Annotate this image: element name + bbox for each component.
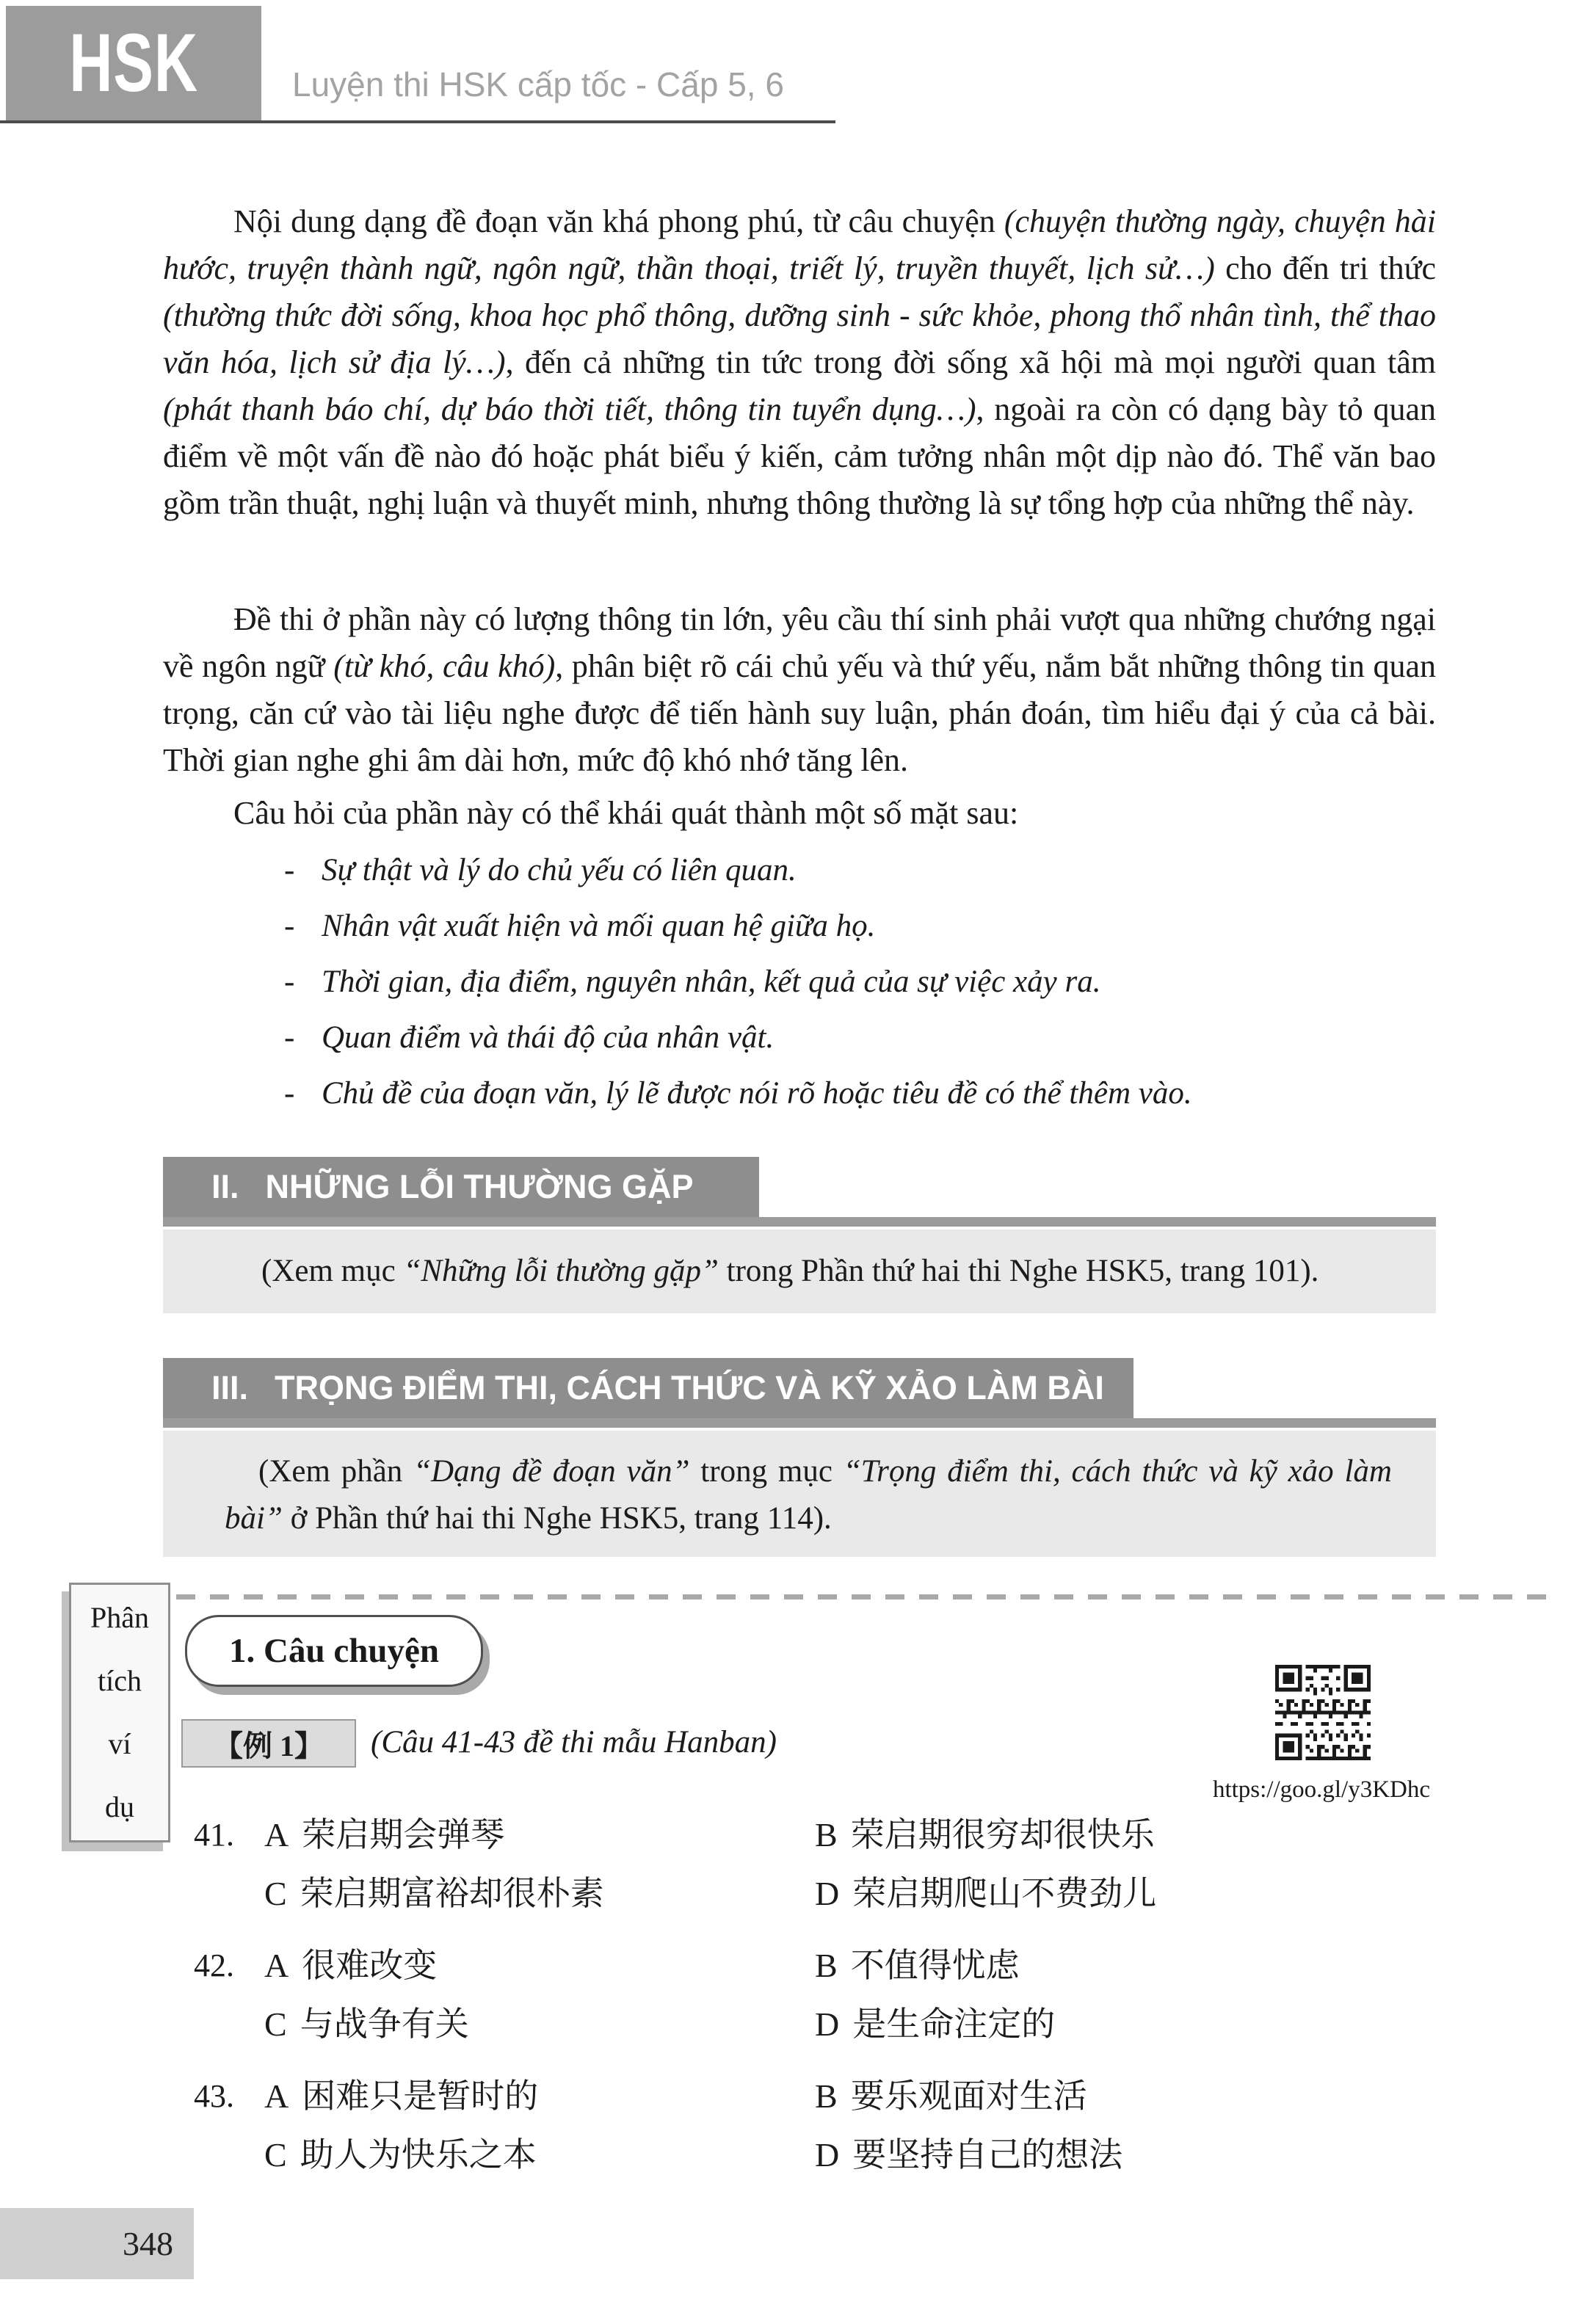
option-D [815, 1864, 1436, 1923]
bullet-text: Nhân vật xuất hiện và mối quan hệ giữa họ. [322, 909, 876, 943]
text-segment: trong mục [689, 1454, 844, 1489]
italic-segment: (thường thức đời sống, khoa học phổ thông, dưỡng sinh - sức khỏe, phong thổ nhân tình, thể thao văn hóa, lịch sử địa lý…) [163, 297, 1436, 380]
text-segment: cho đến tri thức [1214, 250, 1436, 286]
hsk-logo: HSK [69, 16, 198, 109]
section-3-strip [163, 1418, 1436, 1428]
bullet-text: Thời gian, địa điểm, nguyên nhân, kết quả của sự việc xảy ra. [322, 965, 1101, 999]
qr-code [1275, 1665, 1371, 1760]
option-letter: B [815, 1816, 838, 1853]
question-number: 41. [194, 1817, 234, 1853]
section-2-panel [163, 1230, 1436, 1313]
question-41 [194, 1806, 1436, 1923]
option-letter: C [264, 1875, 287, 1912]
section-3-header [163, 1358, 1133, 1418]
option-C [264, 2126, 815, 2185]
text-segment: (Xem mục [261, 1254, 404, 1288]
bullet-item [163, 898, 1436, 954]
header-rule [0, 120, 835, 123]
italic-segment: “Dạng đề đoạn văn” [413, 1454, 690, 1489]
example-1-label: 【例 1】 [181, 1719, 356, 1768]
option-C [264, 1864, 815, 1923]
option-text: 荣启期很穷却很快乐 [850, 1816, 1155, 1853]
option-text: 是生命注定的 [852, 2005, 1056, 2043]
text-segment: , đến cả những tin tức trong đời sống xã hội mà mọi người quan tâm [505, 344, 1436, 380]
italic-segment: “Trọng điểm thi, cách thức và kỹ xảo làm bài” [225, 1454, 1392, 1536]
option-text: 助人为快乐之本 [300, 2136, 537, 2174]
bullet-dash: - [284, 965, 295, 999]
section-3-note [225, 1448, 1392, 1542]
page-number: 348 [123, 2225, 173, 2262]
option-text: 荣启期富裕却很朴素 [300, 1875, 604, 1912]
bullet-list [163, 843, 1436, 1122]
hsk-logo-box [6, 6, 261, 120]
option-B [815, 2067, 1436, 2126]
section-2-note [261, 1248, 1318, 1295]
dashed-separator [176, 1594, 1548, 1599]
bullet-dash: - [284, 1020, 295, 1055]
bullet-item [163, 843, 1436, 898]
question-number: 42. [194, 1947, 234, 1983]
option-B [815, 1936, 1436, 1995]
option-text: 要坚持自己的想法 [852, 2136, 1123, 2174]
option-grid [264, 1936, 1436, 2054]
sidebar-word: Phân [90, 1601, 149, 1634]
section-2-number: II. [211, 1168, 239, 1205]
option-text: 不值得忧虑 [850, 1947, 1020, 1984]
option-letter: C [264, 2005, 287, 2043]
sidebar-word: ví [108, 1727, 131, 1760]
option-letter: A [264, 1947, 289, 1984]
italic-segment: (từ khó, câu khó) [333, 648, 556, 684]
option-C [264, 1995, 815, 2054]
section-3-title: TRỌNG ĐIỂM THI, CÁCH THỨC VÀ KỸ XẢO LÀM BÀI [275, 1369, 1104, 1406]
book-title: Luyện thi HSK cấp tốc - Cấp 5, 6 [292, 65, 784, 104]
section-3-number: III. [211, 1369, 249, 1406]
question-42 [194, 1936, 1436, 2054]
page-number-box [0, 2208, 194, 2279]
sidebar-word: tích [98, 1664, 142, 1697]
option-text: 与战争有关 [300, 2005, 469, 2043]
sidebar-word: dụ [105, 1790, 134, 1823]
question-43 [194, 2067, 1436, 2185]
option-letter: B [815, 2077, 838, 2115]
option-A [264, 1806, 815, 1864]
bullet-text: Quan điểm và thái độ của nhân vật. [322, 1020, 775, 1055]
intro-paragraph-2 [163, 596, 1436, 784]
bullet-text: Chủ đề của đoạn văn, lý lẽ được nói rõ hoặc tiêu đề có thể thêm vào. [322, 1076, 1192, 1111]
bullet-item [163, 1010, 1436, 1066]
italic-segment: (chuyện thường ngày, chuyện hài hước, truyện thành ngữ, ngôn ngữ, thần thoại, triết lý, truyền thuyết, lịch sử…) [163, 203, 1436, 286]
text-segment: ở Phần thứ hai thi Nghe HSK5, trang 114). [282, 1501, 832, 1536]
text-segment: Đề thi ở phần này có lượng thông tin lớn, yêu cầu thí sinh phải vượt qua những chướng ngại về ngôn ngữ [163, 601, 1436, 684]
option-A [264, 2067, 815, 2126]
option-letter: A [264, 1816, 289, 1853]
questions [194, 1806, 1436, 2198]
question-number: 43. [194, 2078, 234, 2114]
option-text: 荣启期爬山不费劲儿 [852, 1875, 1157, 1912]
bullet-text: Sự thật và lý do chủ yếu có liên quan. [322, 853, 797, 887]
section-2-strip [163, 1217, 1436, 1227]
option-letter: D [815, 2136, 840, 2174]
option-D [815, 2126, 1436, 2185]
bullet-dash: - [284, 909, 295, 943]
option-text: 荣启期会弹琴 [302, 1816, 505, 1853]
option-A [264, 1936, 815, 1995]
text-segment: , phân biệt rõ cái chủ yếu và thứ yếu, nắm bắt những thông tin quan trọng, căn cứ vào tài liệu nghe được để tiến hành suy luận, phán đoán, tìm hiểu đại ý của cả bài. Thời gian nghe ghi âm dài hơn, mức độ khó nhớ tăng lên. [163, 648, 1436, 778]
sidebar-phan-tich-vi-du [69, 1583, 170, 1842]
intro-paragraph-1 [163, 198, 1436, 527]
text-segment: , ngoài ra còn có dạng bày tỏ quan điểm về một vấn đề nào đó hoặc phát biểu ý kiến, cảm tưởng nhân một dịp nào đó. Thể văn bao gồm trần thuật, nghị luận và thuyết minh, nhưng thông thường là sự tổng hợp của những thể này. [163, 391, 1436, 521]
italic-segment: “Những lỗi thường gặp” [403, 1254, 719, 1288]
option-text: 很难改变 [302, 1947, 438, 1984]
bullet-item [163, 1066, 1436, 1122]
option-B [815, 1806, 1436, 1864]
bullet-dash: - [284, 853, 295, 887]
option-D [815, 1995, 1436, 2054]
bullet-item [163, 954, 1436, 1010]
option-letter: A [264, 2077, 289, 2115]
section-3-panel [163, 1431, 1436, 1557]
option-letter: D [815, 1875, 840, 1912]
option-grid [264, 1806, 1436, 1923]
option-letter: C [264, 2136, 287, 2174]
text-segment: trong Phần thứ hai thi Nghe HSK5, trang 101). [718, 1254, 1319, 1288]
option-text: 困难只是暂时的 [302, 2077, 539, 2115]
text-segment: (Xem phần [258, 1454, 414, 1489]
italic-segment: (phát thanh báo chí, dự báo thời tiết, thông tin tuyển dụng…) [163, 391, 976, 427]
story-type-badge: 1. Câu chuyện [185, 1615, 483, 1687]
example-1-note: (Câu 41-43 đề thi mẫu Hanban) [371, 1724, 777, 1760]
text-segment: Nội dung dạng đề đoạn văn khá phong phú, từ câu chuyện [233, 203, 1004, 239]
intro-paragraph-3: Câu hỏi của phần này có thể khái quát thành một số mặt sau: [233, 795, 1019, 831]
qr-url-link[interactable]: https://goo.gl/y3KDhc [1212, 1776, 1431, 1803]
option-letter: B [815, 1947, 838, 1984]
option-text: 要乐观面对生活 [850, 2077, 1087, 2115]
bullet-dash: - [284, 1076, 295, 1111]
option-grid [264, 2067, 1436, 2185]
section-2-title: NHỮNG LỖI THƯỜNG GẶP [265, 1168, 694, 1205]
option-letter: D [815, 2005, 840, 2043]
section-2-header [163, 1157, 759, 1217]
